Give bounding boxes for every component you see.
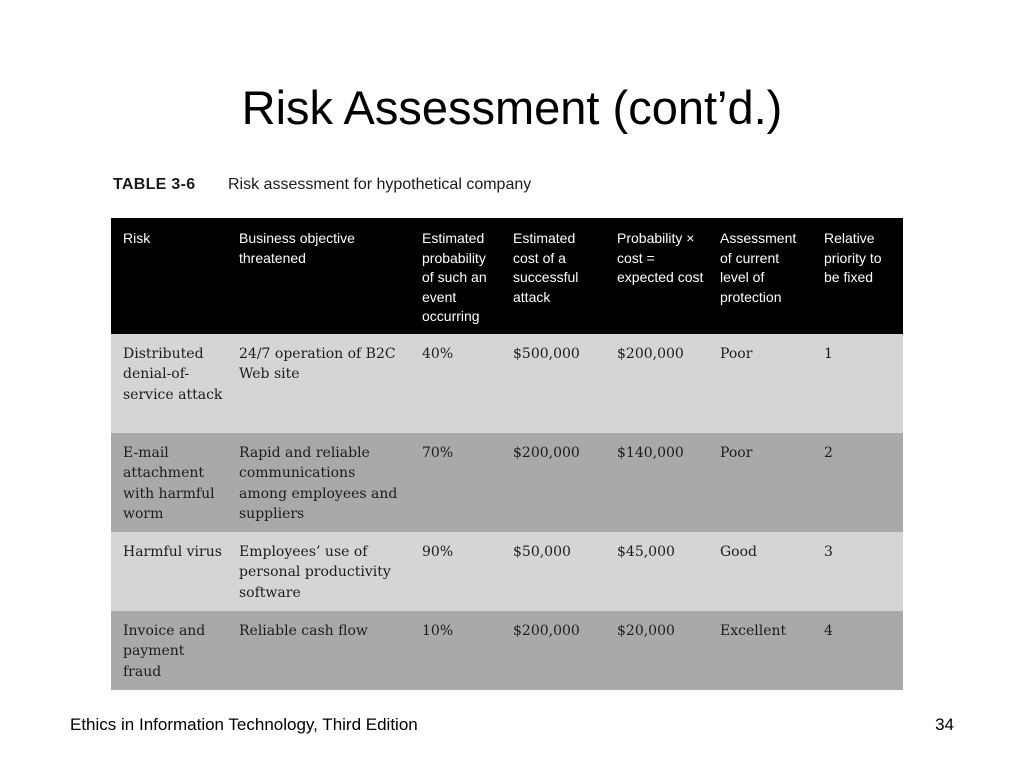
cell-priority: 4 [812,611,903,690]
cell-cost: $200,000 [501,611,605,690]
table-row [111,611,903,690]
page-number: 34 [935,715,954,734]
table-row [111,433,903,532]
cell-protection: Poor [708,334,812,433]
column-header-relative-priority: Relative priority to be fixed [812,218,903,334]
cell-expected-cost: $140,000 [605,433,708,532]
column-header-estimated-cost: Estimated cost of a successful attack [501,218,605,334]
risk-assessment-table [111,218,903,690]
cell-priority: 1 [812,334,903,433]
cell-risk: E-mail attachment with harmful worm [111,433,227,532]
cell-priority: 3 [812,532,903,611]
cell-protection: Good [708,532,812,611]
table-caption-text: Risk assessment for hypothetical company [228,176,532,193]
footer-book-title: Ethics in Information Technology, Third Edition [70,715,418,734]
table-row [111,532,903,611]
cell-cost: $500,000 [501,334,605,433]
cell-expected-cost: $200,000 [605,334,708,433]
table-caption [113,176,531,194]
cell-business-objective: Reliable cash flow [227,611,410,690]
cell-cost: $50,000 [501,532,605,611]
cell-business-objective: 24/7 operation of B2C Web site [227,334,410,433]
cell-expected-cost: $45,000 [605,532,708,611]
cell-probability: 40% [410,334,501,433]
cell-priority: 2 [812,433,903,532]
column-header-risk: Risk [111,218,227,334]
cell-risk: Distributed denial-of-service attack [111,334,227,433]
column-header-business-objective: Business objective threatened [227,218,410,334]
cell-protection: Poor [708,433,812,532]
table-header-row [111,218,903,334]
cell-cost: $200,000 [501,433,605,532]
column-header-expected-cost: Probability × cost = expected cost [605,218,708,334]
cell-risk: Invoice and payment fraud [111,611,227,690]
column-header-protection-assessment: Assessment of current level of protection [708,218,812,334]
cell-risk: Harmful virus [111,532,227,611]
cell-business-objective: Employees’ use of personal productivity software [227,532,410,611]
cell-business-objective: Rapid and reliable communications among employees and suppliers [227,433,410,532]
cell-protection: Excellent [708,611,812,690]
cell-probability: 70% [410,433,501,532]
cell-expected-cost: $20,000 [605,611,708,690]
cell-probability: 90% [410,532,501,611]
table-row [111,334,903,433]
column-header-estimated-probability: Estimated probability of such an event occurring [410,218,501,334]
slide-title: Risk Assessment (cont’d.) [241,81,783,134]
cell-probability: 10% [410,611,501,690]
table-caption-label: TABLE 3-6 [113,176,196,193]
